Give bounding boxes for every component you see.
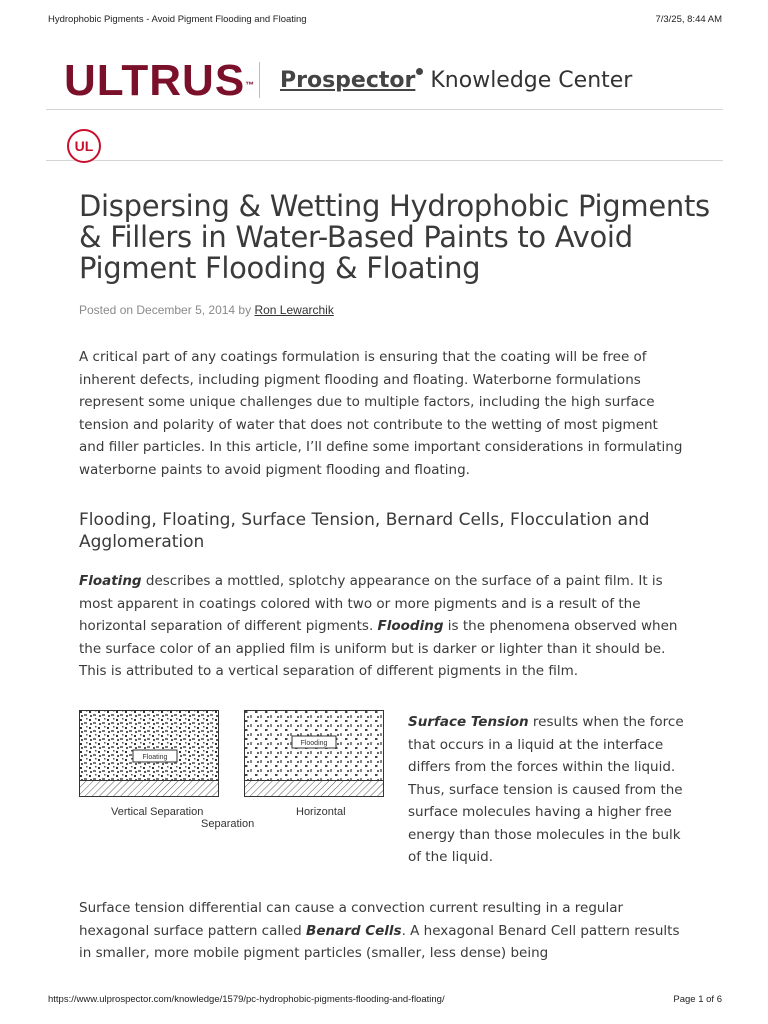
section-heading: Flooding, Floating, Surface Tension, Bernard Cells, Flocculation and Agglomeration [79,510,650,552]
ul-rule [46,160,723,161]
print-header [48,14,722,28]
posted-on: Posted on December 5, 2014 by [79,303,255,317]
flooding-label: Flooding [300,740,328,747]
floating-label: Floating [142,754,168,761]
intro-paragraph: A critical part of any coatings formulation is ensuring that the coating will be free of inherent defects, including pigment flooding and floating. Waterborne formulations represent some unique challenges due to multiple factors, including the high surface tension and polarity of water that does not contribute to the wetting of most pigment and filler particles. In this article, I’ll define some important considerations in formulating waterborne paints to avoid pigment flooding and floating. [79,349,683,478]
floating-diagram [79,710,219,798]
separation-figure [79,708,387,833]
article-title: Dispersing & Wetting Hydrophobic Pigments & Fillers in Water-Based Paints to Avoid Pigment Flooding & Floating [79,189,710,285]
benard-cells-paragraph [79,897,687,965]
knowledge-center-label: Knowledge Center [430,68,633,93]
paragraph-text: describes a mottled, splotchy appearance on the surface of a paint film. It is most apparent in coatings colored with two or more pigments and is a result of the horizontal separation of different pigments. [79,573,663,634]
floating-flooding-paragraph [79,570,687,683]
paragraph-text: . A hexagonal Benard Cell pattern results in smaller, more mobile pigment particles (smaller, less dense) being [79,922,680,961]
logo-trademark: ™ [245,80,256,90]
prospector-link[interactable]: Prospector [280,68,416,93]
print-header-datetime: 7/3/25, 8:44 AM [655,14,722,25]
figure-caption: Separation [201,818,255,830]
term-floating: Floating [79,573,142,589]
surface-tension-paragraph [408,711,693,869]
paragraph-text: is the phenomena observed when the surface color of an applied film is uniform but is darker or lighter than it should be. This is attributed to a vertical separation of different pigments in the film. [79,618,678,679]
print-footer [48,994,722,1008]
header-rule [46,109,723,110]
print-header-title: Hydrophobic Pigments - Avoid Pigment Flooding and Floating [48,14,307,25]
author-link[interactable]: Ron Lewarchik [254,303,334,317]
header-divider [259,62,260,98]
paragraph-text: Surface tension differential can cause a convection current resulting in a regular hexagonal surface pattern called [79,900,624,939]
paragraph-text: results when the force that occurs in a liquid at the interface differs from the forces within the liquid. Thus, surface tension is caused from the surface molecules having a higher free energy than those molecules in the bulk of the liquid. [408,714,684,865]
knowledge-center-title [280,66,632,96]
page-url: https://www.ulprospector.com/knowledge/1579/pc-hydrophobic-pigments-flooding-and-floating/ [48,994,445,1005]
page-number: Page 1 of 6 [673,994,722,1005]
term-surface-tension: Surface Tension [408,714,529,730]
post-meta [79,303,334,317]
ultrus-logo[interactable] [64,56,255,106]
ul-logo-icon[interactable]: UL [67,129,101,163]
term-benard-cells: Benard Cells [306,922,402,939]
figure-caption: Vertical Separation [111,806,204,818]
flooding-diagram [244,710,384,798]
site-header [64,56,724,106]
term-flooding: Flooding [377,618,444,634]
prospector-dot-icon [416,68,423,75]
figure-caption: Horizontal [296,806,346,818]
logo-text: ULTRUS [64,56,246,105]
